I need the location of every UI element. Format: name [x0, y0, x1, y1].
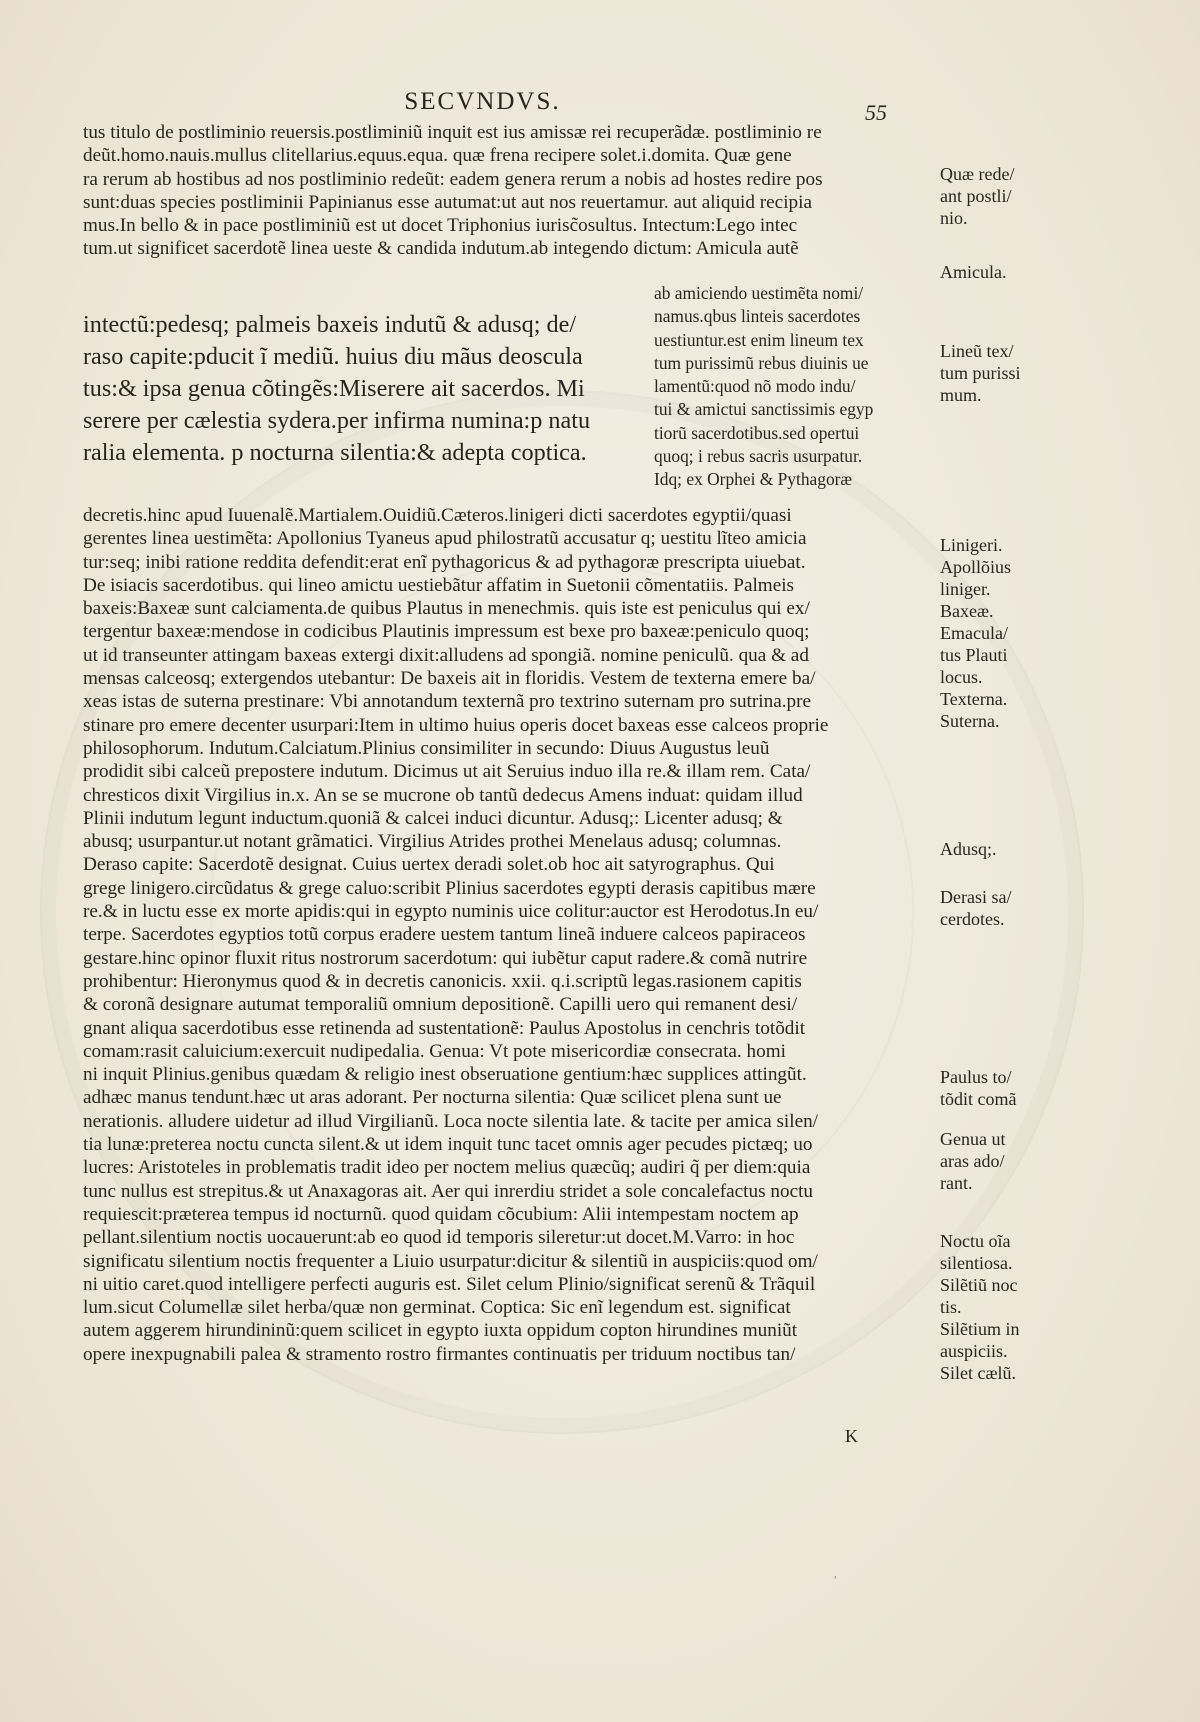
text-line: adhæc manus tendunt.hæc ut aras adorant. Per nocturna silentia: Quæ scilicet plena sunt ue [83, 1087, 782, 1109]
text-line: re.& in luctu esse ex morte apidis:qui in egypto numinis uice colitur:auctor est Herodotus.In eu/ [83, 901, 819, 923]
text-line: opere inexpugnabili palea & stramento rostro firmantes continuatis per triduum noctibus tan/ [83, 1343, 796, 1365]
text-line: tia lunæ:preterea noctu cuncta silent.& ut idem inquit tunc tacet omnis ager pecudes pictæq; uo [83, 1134, 813, 1156]
margin-note: Paulus to/ tõdit comã [940, 1067, 1017, 1109]
lemma-text [83, 309, 651, 469]
text-line: De isiacis sacerdotibus. qui lineo amictu uestiebãtur affatim in Suetonii cõmentatiis. Palmeis [83, 574, 795, 596]
text-line: mus.In bello & in pace postliminiũ est ut docet Triphonius iurisc̃osultus. Intectum:Lego intec [83, 215, 798, 237]
text-line: comam:rasit caluicium:exercuit nudipedalia. Genua: Vt pote misericordiæ consecrata. homi [83, 1040, 786, 1062]
text-line: tum purissimũ rebus diuinis ue [654, 352, 869, 373]
text-line: ra rerum ab hostibus ad nos postliminio redeũt: eadem genera rerum a nobis ad hostes redire pos [83, 168, 823, 190]
text-line: lum.sicut Columellæ silet herba/quæ non germinat. Coptica: Sic enĩ legendum est. significat [83, 1297, 791, 1319]
text-line: grege linigero.circũdatus & grege caluo:scribit Plinius sacerdotes egypti derasis capitibus mære [83, 877, 816, 899]
margin-note: Lineũ tex/ tum purissi mum. [940, 341, 1021, 405]
text-line: decretis.hinc apud Iuuenalẽ.Martialem.Ouidiũ.Cæteros.linigeri dicti sacerdotes egyptii/quasi [83, 505, 792, 526]
signature-mark: K [845, 1426, 858, 1446]
text-line: requiescit:præterea tempus id nocturnũ. quod quidam cõcubium: Alii intempestam noctem ap [83, 1203, 799, 1225]
text-line: stinare pro emere decenter usurpari:Item in ultimo huius operis docet baxeas esse calceos proprie [83, 714, 829, 736]
text-line: baxeis:Baxeæ sunt calciamenta.de quibus Plautus in menechmis. quis iste est peniculus qui ex/ [83, 598, 810, 620]
margin-note: Noctu oĩa silentiosa. Silẽtiũ noc tis. Silẽtium in auspiciis. Silet cælũ. [940, 1231, 1020, 1383]
text-line: tiorũ sacerdotibus.sed opertui [654, 422, 860, 443]
text-line: lucres: Aristoteles in problematis tradit ideo per noctem melius quæcũq; audiri q̃ per diem:quia [83, 1157, 811, 1179]
text-line: tergentur baxeæ:mendose in codicibus Plautinis impressum est bexe pro baxeæ:peniculo quoq; [83, 621, 810, 643]
text-line: ralia elementa. p nocturna silentia:& adepta coptica. [83, 439, 587, 466]
text-line: ab amiciendo uestimẽta nomi/ [654, 283, 864, 303]
text-line: tus:& ipsa genua cõtingẽs:Miserere ait sacerdos. Mi [83, 375, 585, 402]
text-line: serere per cælestia sydera.per infirma numina:p natu [83, 407, 591, 434]
text-line: chresticos dixit Virgilius in.x. An se se mucrone ob tantũ dedecus Amens induat: quidam illud [83, 784, 803, 806]
text-line: Deraso capite: Sacerdotẽ designat. Cuius uertex deradi solet.ob hoc ait satyrographus. Qui [83, 854, 775, 876]
text-line: deũt.homo.nauis.mullus clitellarius.equus.equa. quæ frena recipere solet.i.domita. Quæ gene [83, 145, 792, 167]
commentary-column [654, 282, 930, 492]
text-line: tus titulo de postliminio reuersis.postliminiũ inquit est ius amissæ rei recuperãdæ. postliminio re [83, 122, 822, 143]
text-line: nerationis. alludere uidetur ad illud Virgilianũ. Loca nocte silentia late. & tacite per amica silen/ [83, 1110, 819, 1132]
text-line: ni uitio caret.quod intelligere perfecti auguris est. Silet celum Plinio/significat serenũ & Trãquil [83, 1273, 816, 1295]
text-line: sunt:duas species postliminii Papinianus esse autumat:ut aut nos reuertamur. aut aliquid recipia [83, 191, 812, 213]
margin-note: Derasi sa/ cerdotes. [940, 887, 1012, 929]
margin-note: Linigeri. Apollõius liniger. Baxeæ. Emacula/ tus Plauti locus. Texterna. Suterna. [940, 535, 1012, 731]
text-line: mensas calceosq; extergendos utebantur: De baxeis ait in floridis. Vestem de texterna emere ba/ [83, 668, 816, 690]
text-line: lamentũ:quod nõ modo indu/ [654, 376, 856, 397]
text-line: tunc nullus est strepitus.& ut Anaxagoras ait. Aer qui inrerdiu stridet a sole concalefactus noctu [83, 1180, 814, 1202]
text-line: gerentes linea uestimẽta: Apollonius Tyaneus apud philostratũ accusatur q; uestitu lĩteo amicia [83, 528, 807, 550]
text-line: ut id transeunter attingam baxeas extergi dixit:alludens ad spongiã. nomine peniculũ. qua & ad [83, 644, 809, 666]
text-line: prodidit sibi calceũ prepostere indutum. Dicimus ut ait Seruius induo illa re.& illam rem. Cata/ [83, 761, 811, 783]
text-line: Idq; ex Orphei & Pythagoræ [654, 469, 853, 490]
text-line: gestare.hinc opinor fluxit ritus nostrorum sacerdotum: qui iubẽtur caput radere.& comã nutrire [83, 947, 808, 969]
margin-note: Genua ut aras ado/ rant. [940, 1129, 1006, 1193]
text-line: prohibentur: Hieronymus quod & in decretis canonicis. xxii. q.i.scriptũ legas.rasionem capitis [83, 970, 802, 992]
text-line: ni inquit Plinius.genibus quædam & religio inest obseruatione gentium:hæc supplices attingũt. [83, 1064, 807, 1086]
text-line: Plinii indutum legunt inductum.quoniã & calcei induci dicuntur. Adusq;: Licenter adusq; & [83, 807, 783, 829]
text-line: xeas istas de suterna prestinare: Vbi annotandum texternã pro textrino suternam pro sutrina.pre [83, 691, 812, 713]
text-line: intectũ:pedesq; palmeis baxeis indutũ & adusq; de/ [83, 311, 577, 338]
text-line: terpe. Sacerdotes egyptios totũ corpus eradere uestem tantum lineã induere calceos papiraceos [83, 924, 806, 946]
text-line: tur:seq; inibi ratione reddita defendit:erat enĩ pythagoricus & ad pythagoræ prescripta uiuebat. [83, 551, 806, 573]
text-line: tui & amictui sanctissimis egyp [654, 399, 874, 420]
main-text-top [83, 121, 928, 261]
margin-note: Quæ rede/ ant postli/ nio. [940, 164, 1015, 228]
text-line: raso capite:pducit ĩ mediũ. huius diu mãus deoscula [83, 343, 583, 370]
text-line: significatu silentium noctis frequenter a Liuio usurpatur:dicitur & silentiũ in auspiciis:quod om/ [83, 1250, 818, 1272]
text-line: pellant.silentium noctis uocauerunt:ab eo quod id temporis sileretur:ut docet.M.Varro: in hoc [83, 1227, 795, 1249]
text-line: tum.ut significet sacerdotẽ linea ueste & candida indutum.ab integendo dictum: Amicula autẽ [83, 238, 799, 260]
text-line: philosophorum. Indutum.Calciatum.Plinius consimiliter in secundo: Diuus Augustus leuũ [83, 737, 770, 759]
main-text-bottom [83, 504, 928, 1366]
text-line: quoq; i rebus sacris usurpatur. [654, 446, 863, 467]
folio-number: 55 [865, 100, 887, 125]
bottom-mark: ʿ [833, 1575, 838, 1590]
text-line: uestiuntur.est enim lineum tex [654, 329, 864, 350]
text-line: autem aggerem hirundininũ:quem scilicet in egypto iuxta oppidum copton hirundines muniũt [83, 1320, 798, 1342]
margin-note: Adusq;. [940, 839, 997, 859]
margin-note: Amicula. [940, 262, 1007, 282]
text-line: gnant aliqua sacerdotibus esse retinenda ad sustentationẽ: Paulus Apostolus in cenchris totõdit [83, 1017, 806, 1039]
text-line: abusq; usurpantur.ut notant grãmatici. Virgilius Atrides prothei Menelaus adusq; columnas. [83, 831, 782, 853]
text-line: & coronã designare autumat temporaliũ omnium depositionẽ. Capilli uero qui remanent desi/ [83, 994, 798, 1016]
text-line: namus.qbus linteis sacerdotes [654, 306, 861, 327]
running-head: SECVNDVS. [404, 88, 561, 115]
